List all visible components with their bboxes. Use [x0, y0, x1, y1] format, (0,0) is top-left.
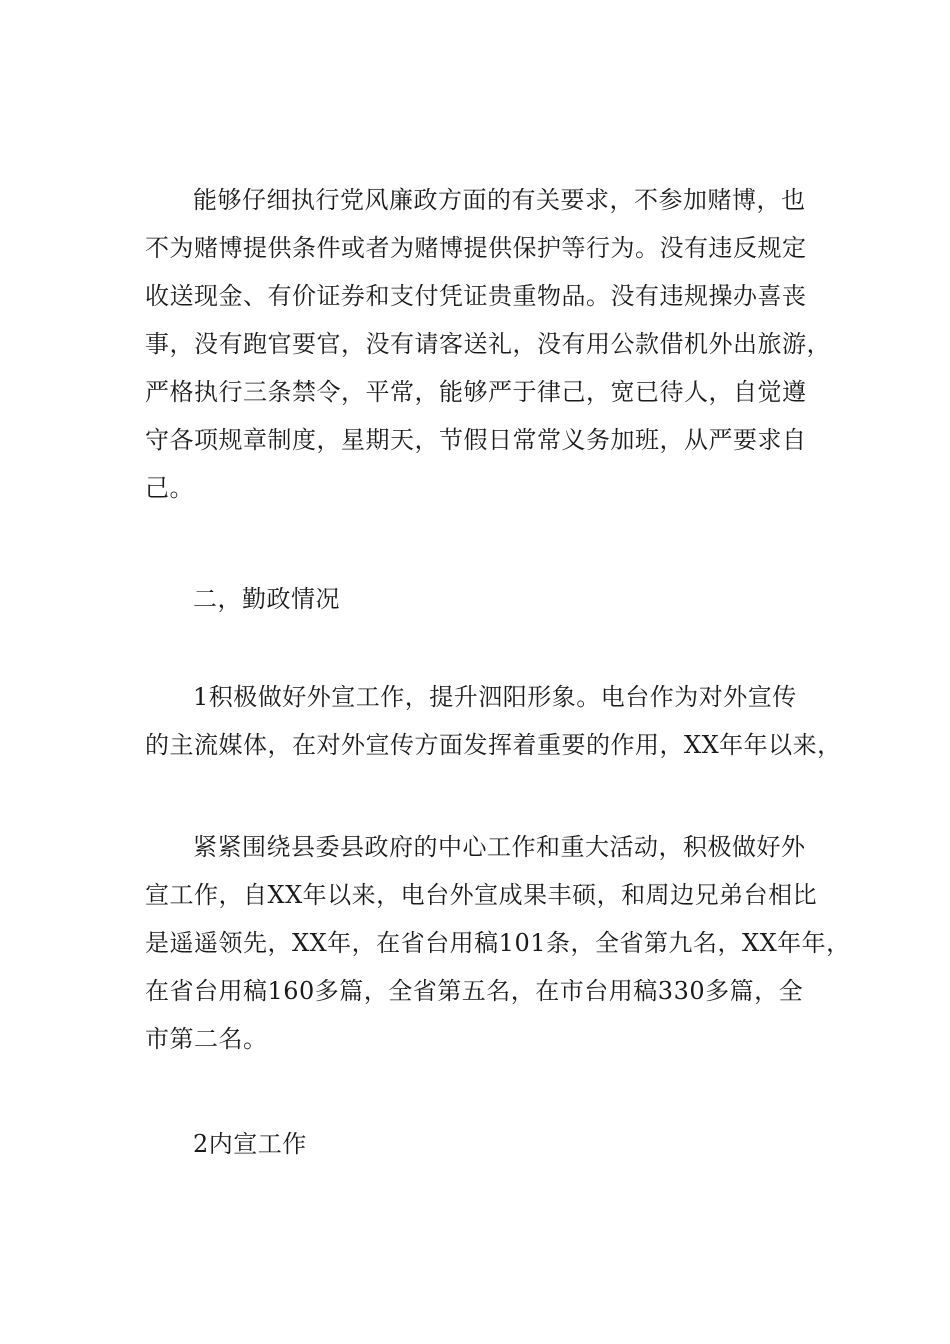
text-line: 不为赌博提供条件或者为赌博提供保护等行为。没有违反规定	[145, 234, 807, 262]
text-line: 严格执行三条禁令，平常，能够严于律己，宽已待人，自觉遵	[145, 378, 807, 406]
paragraph-integrity	[145, 176, 835, 512]
text-line: 紧紧围绕县委县政府的中心工作和重大活动，积极做好外	[193, 833, 806, 861]
text-line: 的主流媒体，在对外宣传方面发挥着重要的作用，XX年年以来，	[145, 731, 842, 759]
paragraph-external-publicity	[145, 673, 842, 769]
heading-text: 二，勤政情况	[193, 585, 340, 613]
text-line: 1积极做好外宣工作，提升泗阳形象。电台作为对外宣传	[193, 683, 797, 711]
text-line: 事，没有跑官要官，没有请客送礼，没有用公款借机外出旅游，	[145, 330, 831, 358]
text-line: 在省台用稿160多篇，全省第五名，在市台用稿330多篇，全	[145, 977, 804, 1005]
section-heading	[145, 575, 835, 623]
text-line: 己。	[145, 474, 194, 502]
subsection-heading	[145, 1120, 835, 1168]
text-line: 宣工作，自XX年以来，电台外宣成果丰硕，和周边兄弟台相比	[145, 881, 818, 909]
paragraph-achievements	[145, 823, 851, 1063]
text-line: 收送现金、有价证券和支付凭证贵重物品。没有违规操办喜丧	[145, 282, 807, 310]
heading-text: 2内宣工作	[193, 1130, 307, 1158]
text-line: 守各项规章制度，星期天，节假日常常义务加班，从严要求自	[145, 426, 807, 454]
text-line: 是遥遥领先，XX年，在省台用稿101条，全省第九名，XX年年，	[145, 929, 851, 957]
text-line: 能够仔细执行党风廉政方面的有关要求，不参加赌博，也	[193, 186, 806, 214]
text-line: 市第二名。	[145, 1025, 268, 1053]
